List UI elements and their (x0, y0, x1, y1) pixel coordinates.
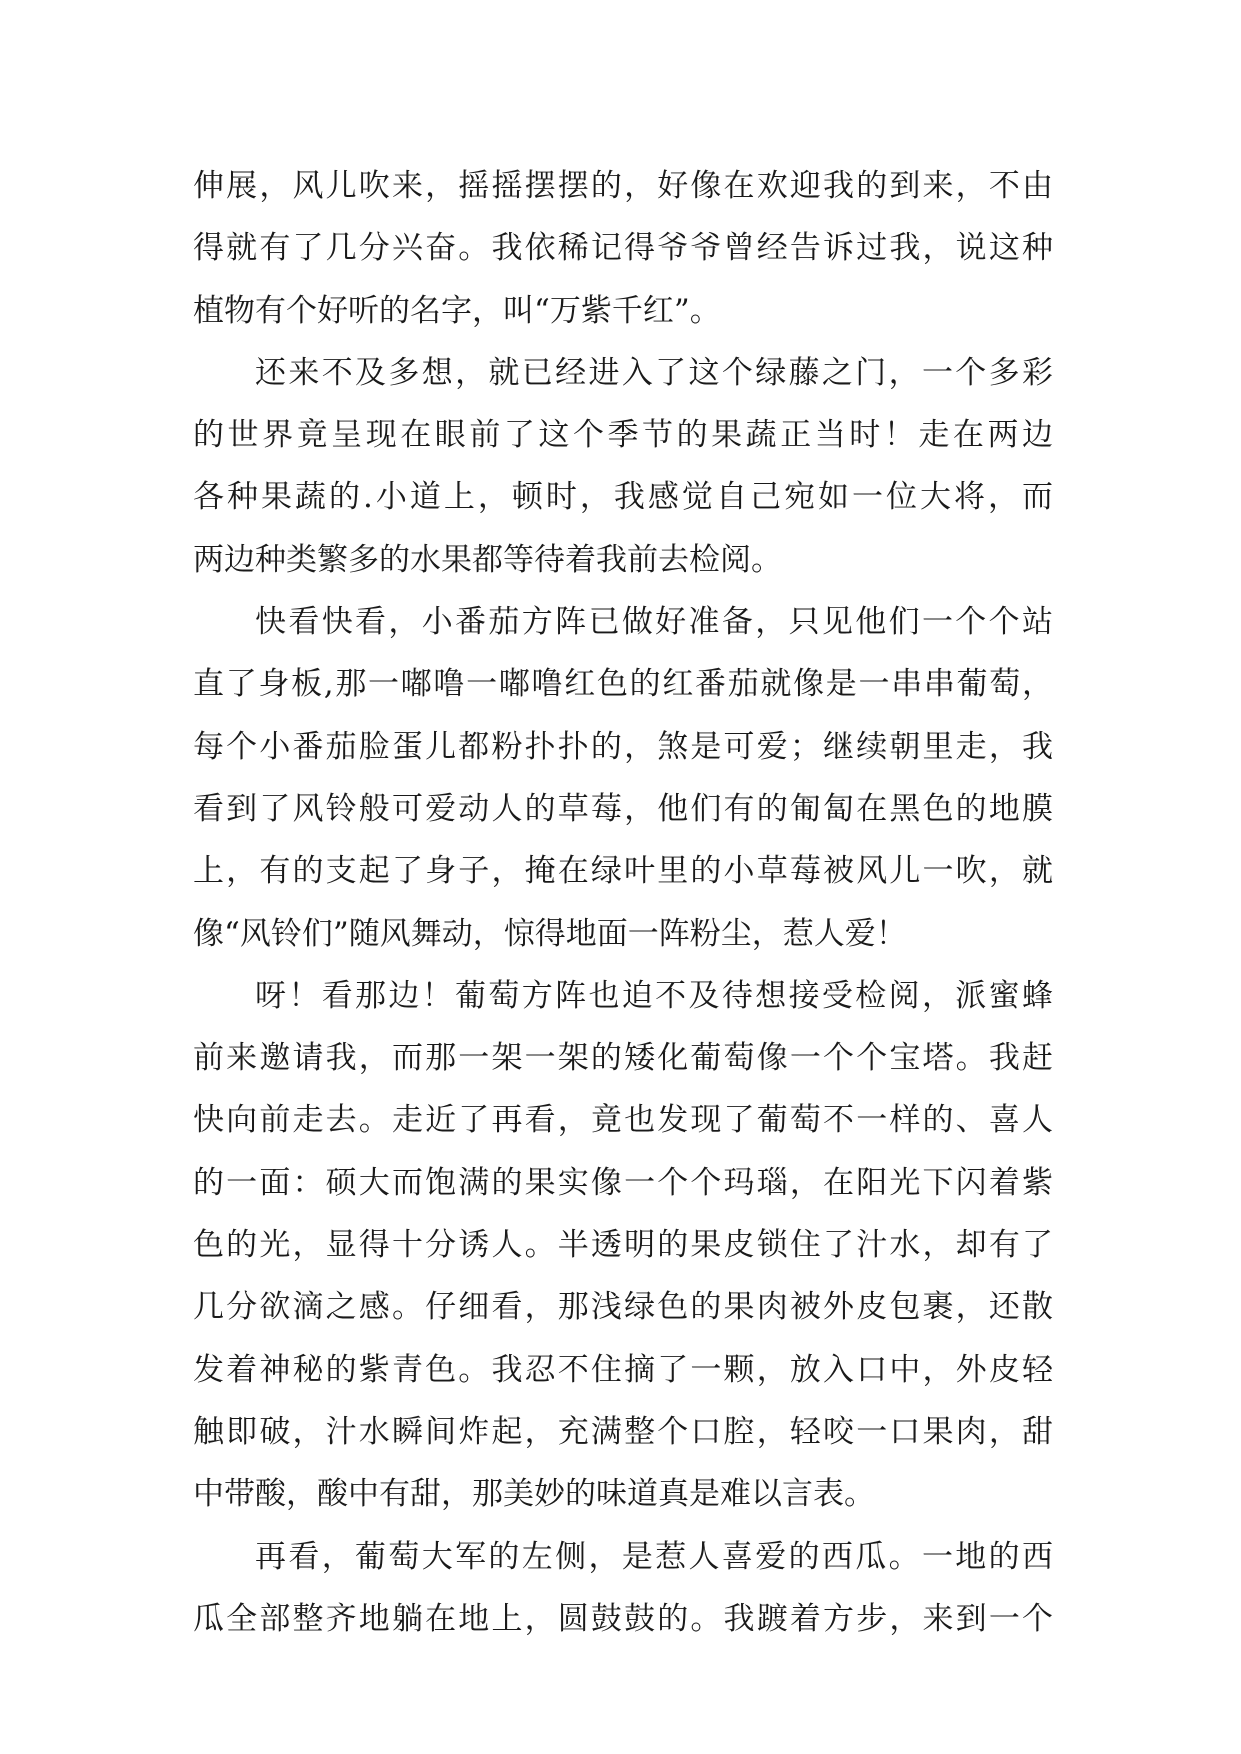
text-line: 植物有个好听的名字，叫“万紫千红”。 (193, 292, 721, 329)
text-line: 色的光，显得十分诱人。半透明的果皮锁住了汁水，却有了 (193, 1227, 1053, 1264)
paragraph-first-line: 快看快看，小番茄方阵已做好准备，只见他们一个个站 (255, 604, 1053, 641)
text-line: 每个小番茄脸蛋儿都粉扑扑的，煞是可爱；继续朝里走，我 (193, 728, 1053, 765)
text-line: 各种果蔬的.小道上，顿时，我感觉自己宛如一位大将，而 (193, 479, 1053, 516)
text-line: 触即破，汁水瞬间炸起，充满整个口腔，轻咬一口果肉，甜 (193, 1413, 1053, 1450)
text-line: 几分欲滴之感。仔细看，那浅绿色的果肉被外皮包裹，还散 (193, 1289, 1053, 1326)
text-line: 像“风铃们”随风舞动，惊得地面一阵粉尘，惹人爱！ (193, 915, 907, 952)
body-text (193, 155, 1053, 1650)
paragraph-first-line: 再看，葡萄大军的左侧，是惹人喜爱的西瓜。一地的西 (255, 1538, 1053, 1575)
text-line: 上，有的支起了身子，掩在绿叶里的小草莓被风儿一吹，就 (193, 853, 1053, 890)
paragraph-first-line: 呀！看那边！葡萄方阵也迫不及待想接受检阅，派蜜蜂 (255, 977, 1053, 1014)
text-line: 伸展，风儿吹来，摇摇摆摆的，好像在欢迎我的到来，不由 (193, 168, 1053, 204)
text-line: 发着神秘的紫青色。我忍不住摘了一颗，放入口中，外皮轻 (193, 1351, 1053, 1388)
text-line: 中带酸，酸中有甜，那美妙的味道真是难以言表。 (193, 1476, 875, 1513)
text-line: 前来邀请我，而那一架一架的矮化葡萄像一个个宝塔。我赶 (193, 1040, 1053, 1077)
text-line: 直了身板,那一嘟噜一嘟噜红色的红番茄就像是一串串葡萄， (193, 666, 1053, 703)
text-line: 两边种类繁多的水果都等待着我前去检阅。 (193, 541, 782, 578)
text-line: 得就有了几分兴奋。我依稀记得爷爷曾经告诉过我，说这种 (193, 230, 1053, 267)
text-line: 的一面：硕大而饱满的果实像一个个玛瑙，在阳光下闪着紫 (193, 1164, 1053, 1201)
paragraph-first-line: 还来不及多想，就已经进入了这个绿藤之门，一个多彩 (255, 354, 1053, 391)
text-line: 瓜全部整齐地躺在地上，圆鼓鼓的。我踱着方步，来到一个 (193, 1600, 1053, 1637)
text-line: 看到了风铃般可爱动人的草莓，他们有的匍匐在黑色的地膜 (193, 790, 1053, 827)
text-line: 快向前走去。走近了再看，竟也发现了葡萄不一样的、喜人 (193, 1102, 1053, 1139)
text-line: 的世界竟呈现在眼前了这个季节的果蔬正当时！走在两边 (193, 417, 1053, 454)
